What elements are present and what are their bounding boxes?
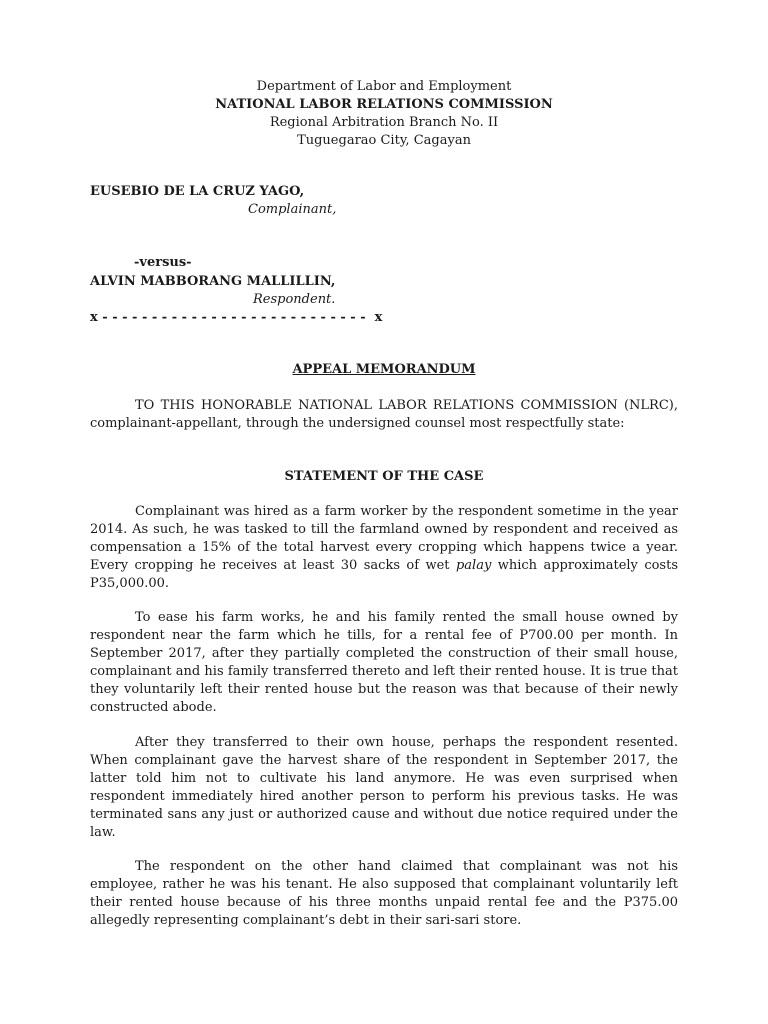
- paragraph-4: The respondent on the other hand claimed that complainant was not his employee, rather he was his tenant. He also supposed that complainant voluntarily left their rented house because of his three months unpaid rental fee and the P375.00 allegedly representing complainant’s debt in their sari-sari store.: [90, 859, 678, 928]
- document-title: APPEAL MEMORANDUM: [292, 362, 476, 377]
- paragraph-1: [90, 503, 678, 593]
- respondent-name: ALVIN MABBORANG MALLILLIN,: [90, 274, 336, 289]
- paragraph-1-italic: palay: [455, 558, 492, 573]
- branch-location: Tuguegarao City, Cagayan: [297, 133, 471, 148]
- commission-name: NATIONAL LABOR RELATIONS COMMISSION: [215, 97, 553, 112]
- paragraph-1-text-a: Complainant was hired as a farm worker by the respondent sometime in the year 2014. As such, he was tasked to till the farmland owned by respondent and received as compensation a 15% of the total harvest every cropping which happens twice a year. Every cropping he receives at least 30 sacks of wet: [90, 504, 678, 573]
- paragraph-1-text-b: which approximately costs P35,000.00.: [90, 558, 678, 591]
- document-header: [0, 78, 768, 150]
- section-title: STATEMENT OF THE CASE: [284, 469, 484, 484]
- paragraph-3: After they transferred to their own house, perhaps the respondent resented. When complainant gave the harvest share of the respondent in September 2017, the latter told him not to cultivate his land anymore. He was even surprised when respondent immediately hired another person to perform his previous tasks. He was terminated sans any just or authorized cause and without due notice required under the law.: [90, 735, 678, 840]
- respondent-role: Respondent.: [253, 292, 336, 307]
- versus-label: -versus-: [134, 255, 192, 270]
- intro-paragraph: TO THIS HONORABLE NATIONAL LABOR RELATIONS COMMISSION (NLRC), complainant-appellant, through the undersigned counsel most respectfully state:: [90, 398, 678, 431]
- caption-divider: x - - - - - - - - - - - - - - - - - - - - - - - - - - - x: [90, 310, 383, 325]
- complainant-name: EUSEBIO DE LA CRUZ YAGO,: [90, 184, 305, 199]
- department-name: Department of Labor and Employment: [256, 79, 512, 94]
- branch-name: Regional Arbitration Branch No. II: [269, 115, 499, 130]
- complainant-role: Complainant,: [248, 202, 337, 217]
- paragraph-2: To ease his farm works, he and his family rented the small house owned by respondent near the farm which he tills, for a rental fee of P700.00 per month. In September 2017, after they partially completed the construction of their small house, complainant and his family transferred thereto and left their rented house. It is true that they voluntarily left their rented house but the reason was that because of their newly constructed abode.: [90, 610, 678, 715]
